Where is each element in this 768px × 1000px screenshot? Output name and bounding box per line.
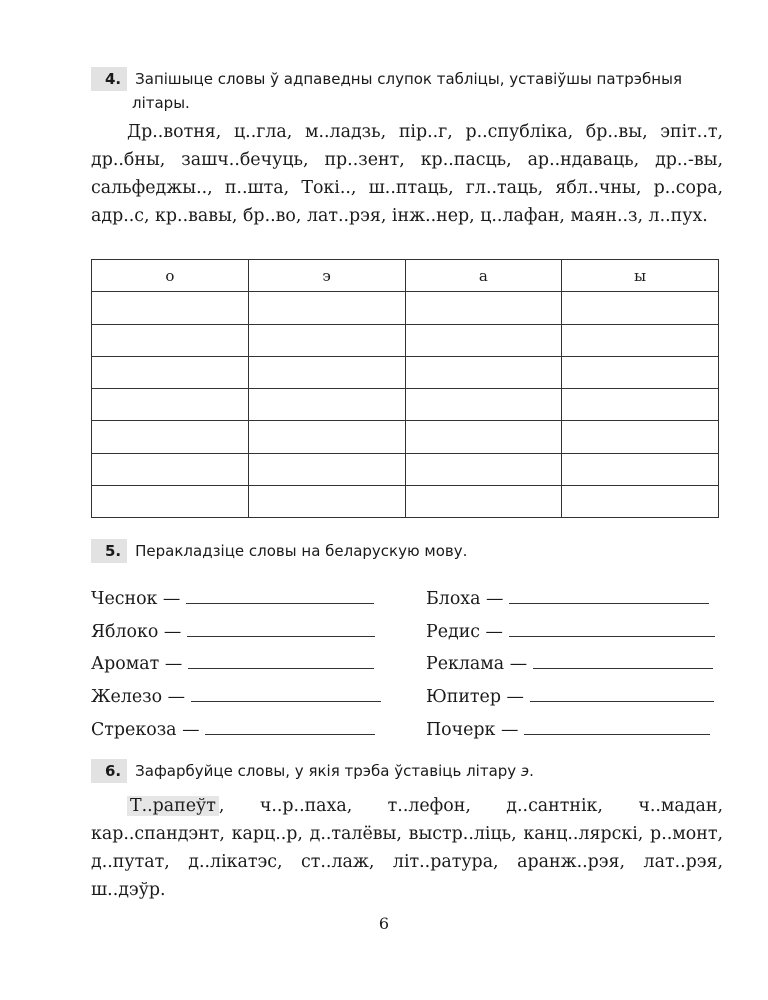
- task-6-heading: [91, 759, 731, 783]
- task-4-instruction-line1: Запішыце словы ў адпаведны слупок табліцы, уставіўшы патрэбныя: [135, 70, 682, 88]
- table-cell[interactable]: [405, 486, 562, 518]
- task-6-number: 6.: [91, 759, 127, 783]
- translation-item: [91, 618, 375, 644]
- table-cell[interactable]: [92, 486, 249, 518]
- source-word: Стрекоза —: [91, 720, 200, 740]
- answer-line[interactable]: [186, 585, 374, 604]
- table-cell[interactable]: [248, 324, 405, 356]
- translation-item: [426, 618, 715, 644]
- page-number: 6: [378, 914, 390, 933]
- highlighted-word[interactable]: Т..рапеўт: [127, 796, 219, 816]
- source-word: Реклама —: [426, 654, 528, 674]
- translation-item: [426, 585, 709, 611]
- table-cell[interactable]: [405, 356, 562, 388]
- table-cell[interactable]: [562, 389, 719, 421]
- table-cell[interactable]: [92, 453, 249, 485]
- answer-line[interactable]: [509, 618, 715, 637]
- table-cell[interactable]: [562, 324, 719, 356]
- table-row: [92, 324, 719, 356]
- table-row: [92, 421, 719, 453]
- answer-line[interactable]: [533, 650, 713, 669]
- table-cell[interactable]: [248, 453, 405, 485]
- table-cell[interactable]: [248, 421, 405, 453]
- table-cell[interactable]: [248, 389, 405, 421]
- table-cell[interactable]: [562, 356, 719, 388]
- task-5-heading: [91, 539, 731, 563]
- task-6-letter: э: [520, 762, 530, 780]
- table-cell[interactable]: [405, 389, 562, 421]
- task-5-number: 5.: [91, 539, 127, 563]
- translation-item: [426, 650, 713, 676]
- table-cell[interactable]: [562, 421, 719, 453]
- task-6-instruction-end: .: [529, 762, 534, 780]
- table-row: [92, 356, 719, 388]
- task-4-word-list: [91, 118, 723, 230]
- task-4-instruction-line2: літары.: [132, 94, 190, 112]
- answer-line[interactable]: [509, 585, 709, 604]
- table-cell[interactable]: [562, 486, 719, 518]
- source-word: Чеснок —: [91, 589, 181, 609]
- source-word: Почерк —: [426, 720, 519, 740]
- task-4-text: Др..вотня, ц..гла, м..ладзь, пір..г, р..спубліка, бр..вы, эпіт..т, др..бны, зашч..бечуць, пр..зент, кр..пасць, ар..ндаваць, др..-вы, сальфеджы.., п..шта, Токі.., ш..птаць, гл..таць, ябл..чны, р..сора, адр..с, кр..вавы, бр..во, лат..рэя, інж..нер, ц..лафан, маян..з, л..пух.: [91, 122, 723, 226]
- table-cell[interactable]: [562, 292, 719, 324]
- table-row: [92, 453, 719, 485]
- source-word: Аромат —: [91, 654, 183, 674]
- answer-line[interactable]: [188, 650, 374, 669]
- table-cell[interactable]: [92, 421, 249, 453]
- table-row: [92, 389, 719, 421]
- answer-line[interactable]: [205, 716, 375, 735]
- column-header-o: о: [92, 260, 249, 292]
- answer-line[interactable]: [530, 683, 714, 702]
- table-cell[interactable]: [248, 356, 405, 388]
- translation-item: [91, 585, 374, 611]
- source-word: Блоха —: [426, 589, 504, 609]
- table-cell[interactable]: [92, 356, 249, 388]
- column-header-y: ы: [562, 260, 719, 292]
- table-cell[interactable]: [92, 292, 249, 324]
- source-word: Редис —: [426, 622, 503, 642]
- answer-table: [91, 259, 719, 518]
- table-cell[interactable]: [248, 292, 405, 324]
- table-cell[interactable]: [92, 389, 249, 421]
- task-5-instruction: Перакладзіце словы на беларускую мову.: [135, 542, 468, 560]
- source-word: Яблоко —: [91, 622, 182, 642]
- table-row: [92, 486, 719, 518]
- table-cell[interactable]: [405, 292, 562, 324]
- translation-item: [91, 716, 375, 742]
- table-cell[interactable]: [405, 324, 562, 356]
- translation-item: [426, 683, 714, 709]
- task-4-number: 4.: [91, 67, 127, 91]
- answer-line[interactable]: [187, 618, 375, 637]
- task-6-word-list: [91, 792, 723, 904]
- source-word: Юпитер —: [426, 687, 524, 707]
- translation-item: [91, 650, 374, 676]
- translation-item: [426, 716, 710, 742]
- table-cell[interactable]: [248, 486, 405, 518]
- task-6-instruction: Зафарбуйце словы, у якія трэба ўставіць літару: [135, 762, 521, 780]
- task-4-heading: [91, 67, 731, 115]
- table-cell[interactable]: [405, 453, 562, 485]
- column-header-a: а: [405, 260, 562, 292]
- table-cell[interactable]: [405, 421, 562, 453]
- table-row: [92, 292, 719, 324]
- answer-line[interactable]: [191, 683, 381, 702]
- answer-line[interactable]: [524, 716, 710, 735]
- table-header-row: [92, 260, 719, 292]
- column-header-e: э: [248, 260, 405, 292]
- task-6-text: , ч..р..паха, т..лефон, д..сантнік, ч..мадан, кар..спандэнт, карц..р, д..талёвы, выстр..ліць, канц..лярскі, р..монт, д..путат, д..лікатэс, ст..лаж, літ..ратура, аранж..рэя, лат..рэя, ш..дэўр.: [91, 796, 723, 900]
- table-cell[interactable]: [92, 324, 249, 356]
- source-word: Железо —: [91, 687, 186, 707]
- translation-item: [91, 683, 381, 709]
- table-cell[interactable]: [562, 453, 719, 485]
